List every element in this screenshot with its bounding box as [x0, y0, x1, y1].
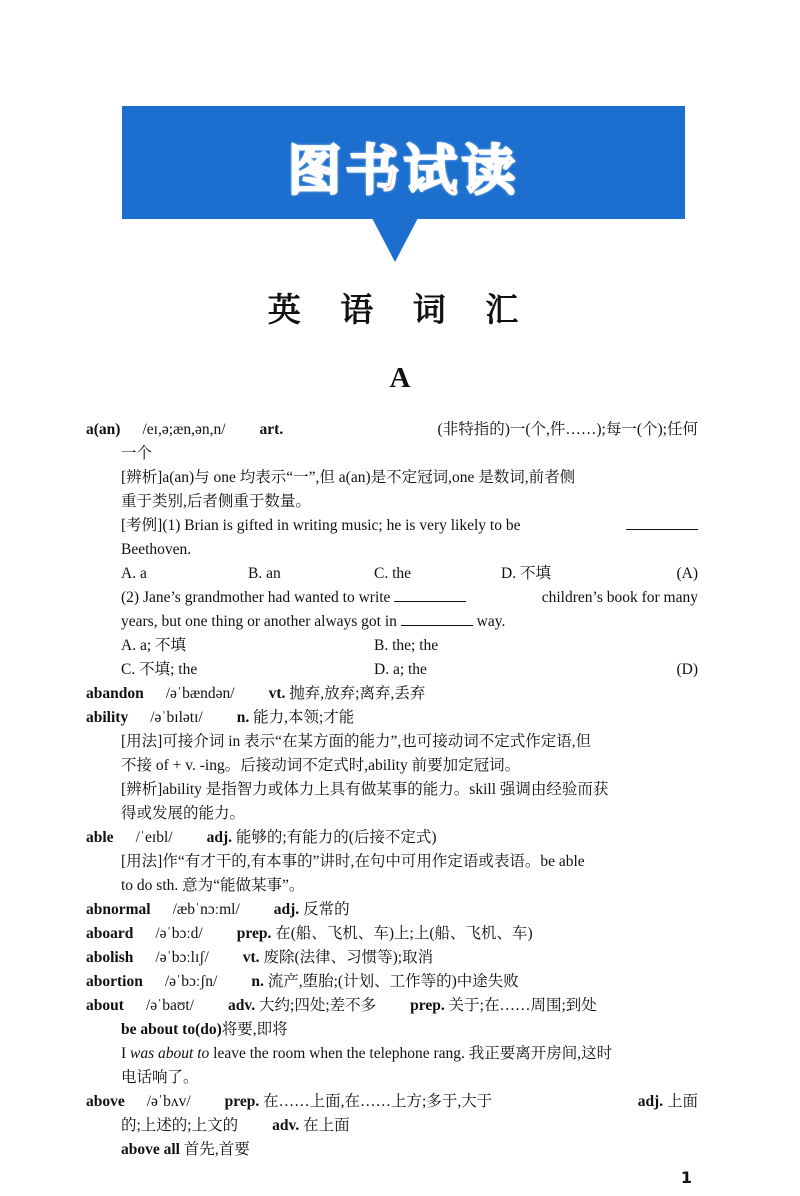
definition: 能够的;有能力的(后接不定式)	[235, 829, 437, 846]
entry-abolish	[86, 946, 698, 970]
answer-blank	[626, 514, 698, 530]
headword: abolish	[86, 949, 134, 966]
question-text: (2) Jane’s grandmother had wanted to write	[121, 589, 391, 606]
banner-pointer	[372, 218, 418, 262]
note-cont: 得或发展的能力。	[121, 805, 246, 822]
entry-abortion	[86, 970, 698, 994]
answer-key: (D)	[676, 661, 698, 678]
definition: 在(船、飞机、车)上;上(船、飞机、车)	[275, 925, 533, 942]
example-text: I	[121, 1045, 131, 1062]
note-text: 可接介词 in 表示“在某方面的能力”,也可接动词不定式作定语,但	[162, 733, 592, 750]
pronunciation: /əˈbaʊt/	[145, 997, 195, 1014]
phrase-definition: 将要,即将	[221, 1021, 288, 1038]
note-tag: [用法]	[121, 853, 163, 870]
example-highlight: was about to	[130, 1045, 210, 1062]
definition: 关于;在……周围;到处	[448, 997, 597, 1014]
note-tag: [辨析]	[121, 469, 163, 486]
pronunciation: /eɪ,ə;æn,ən,n/	[142, 421, 226, 438]
entry-about	[86, 994, 698, 1018]
definition-cont	[86, 1114, 698, 1138]
pronunciation: /əˈbɪlətɪ/	[150, 709, 203, 726]
part-of-speech: prep.	[224, 1093, 260, 1110]
note-tag: [考例]	[121, 517, 163, 534]
entry-a-an	[86, 418, 698, 442]
header-banner	[122, 106, 685, 219]
dictionary-content	[86, 418, 698, 1162]
bianxi-note	[86, 466, 698, 490]
entry-aboard	[86, 922, 698, 946]
definition: (非特指的)一(个,件……);每一(个);任何	[437, 421, 698, 438]
note-cont: 重于类别,后者侧重于数量。	[121, 493, 311, 510]
answer-key: (A)	[676, 565, 698, 582]
definition: 流产,堕胎;(计划、工作等的)中途失败	[267, 973, 519, 990]
part-of-speech: prep.	[236, 925, 272, 942]
entry-able	[86, 826, 698, 850]
headword: a(an)	[86, 421, 121, 438]
entry-abandon	[86, 682, 698, 706]
phrase-text: be about to(do)	[121, 1021, 222, 1038]
q2-options-row2	[86, 658, 698, 682]
question-cont: Beethoven.	[121, 541, 192, 558]
example-cont: 电话响了。	[121, 1069, 199, 1086]
yongfa-note	[86, 850, 698, 874]
option-a: A. a	[121, 565, 147, 582]
option-b: B. the; the	[374, 637, 439, 654]
example-text: leave the room when the telephone rang. 我正要离开房间,这时	[209, 1045, 613, 1062]
section-title: 英 语 词 汇	[267, 290, 533, 329]
pronunciation: /əˈbʌv/	[146, 1093, 191, 1110]
definition: 废除(法律、习惯等);取消	[263, 949, 434, 966]
definition: 抛弃,放弃;离弃,丢弃	[289, 685, 426, 702]
definition-cont: 一个	[121, 445, 153, 462]
pronunciation: /ˈeɪbl/	[135, 829, 173, 846]
headword: abortion	[86, 973, 143, 990]
headword: ability	[86, 709, 129, 726]
option-c: C. 不填; the	[121, 661, 198, 678]
part-of-speech: vt.	[242, 949, 260, 966]
note-text: a(an)与 one 均表示“一”,但 a(an)是不定冠词,one 是数词,前者侧	[162, 469, 576, 486]
part-of-speech: adj.	[206, 829, 233, 846]
note-text: ability 是指智力或体力上具有做某事的能力。skill 强调由经验而获	[162, 781, 609, 798]
phrase-definition: 首先,首要	[183, 1141, 250, 1158]
headword: abnormal	[86, 901, 151, 918]
headword: about	[86, 997, 124, 1014]
option-b: B. an	[248, 565, 281, 582]
part-of-speech: prep.	[410, 997, 445, 1014]
bianxi-note	[86, 778, 698, 802]
kaoli-q1	[86, 514, 698, 538]
part-of-speech: adj.	[637, 1093, 664, 1110]
note-text: 作“有才干的,有本事的”讲时,在句中可用作定语或表语。be able	[162, 853, 585, 870]
page-number: 1	[680, 1168, 692, 1187]
phrase	[86, 1018, 698, 1042]
pronunciation: /əˈbɔːlɪʃ/	[155, 949, 209, 966]
kaoli-q2	[86, 586, 698, 610]
entry-abnormal	[86, 898, 698, 922]
definition: 能力,本领;才能	[253, 709, 355, 726]
part-of-speech: n.	[236, 709, 250, 726]
answer-blank	[401, 610, 473, 626]
part-of-speech: adv.	[272, 1117, 300, 1134]
option-d: D. a; the	[374, 661, 427, 678]
definition: 在……上面,在……上方;多于,大于	[263, 1093, 493, 1110]
definition: 在上面	[303, 1117, 350, 1134]
headword: able	[86, 829, 114, 846]
entry-above	[86, 1090, 698, 1114]
definition: 反常的	[303, 901, 350, 918]
part-of-speech: adv.	[228, 997, 256, 1014]
note-cont: 不接 of + v. -ing。后接动词不定式时,ability 前要加定冠词。	[121, 757, 521, 774]
question-cont	[86, 610, 698, 634]
phrase	[86, 1138, 698, 1162]
yongfa-note	[86, 730, 698, 754]
option-d: D. 不填	[501, 565, 551, 582]
question-text: (1) Brian is gifted in writing music; he is very likely to be	[162, 517, 521, 534]
definition: 大约;四处;差不多	[259, 997, 377, 1014]
banner-title: 图书试读	[287, 139, 520, 202]
note-tag: [用法]	[121, 733, 163, 750]
part-of-speech: vt.	[268, 685, 286, 702]
pronunciation: /əˈbɔːʃn/	[164, 973, 218, 990]
phrase-text: above all	[121, 1141, 180, 1158]
option-a: A. a; 不填	[121, 637, 187, 654]
part-of-speech: art.	[259, 421, 284, 438]
example-sentence	[86, 1042, 698, 1066]
q2-options-row1	[86, 634, 698, 658]
question-text: children’s book for many	[541, 589, 698, 606]
part-of-speech: adj.	[273, 901, 300, 918]
option-c: C. the	[374, 565, 412, 582]
question-text: years, but one thing or another always got in	[121, 613, 397, 630]
part-of-speech: n.	[251, 973, 264, 990]
headword: above	[86, 1093, 125, 1110]
q1-options	[86, 562, 698, 586]
entry-ability	[86, 706, 698, 730]
pronunciation: /æbˈnɔːml/	[172, 901, 240, 918]
question-text: way.	[476, 613, 506, 630]
answer-blank	[394, 586, 466, 602]
definition: 的;上述的;上文的	[121, 1117, 239, 1134]
note-tag: [辨析]	[121, 781, 163, 798]
headword: aboard	[86, 925, 134, 942]
definition: 上面	[666, 1093, 698, 1110]
letter-heading: A	[389, 362, 411, 394]
headword: abandon	[86, 685, 144, 702]
pronunciation: /əˈbɔːd/	[155, 925, 203, 942]
note-cont: to do sth. 意为“能做某事”。	[121, 877, 305, 894]
pronunciation: /əˈbændən/	[165, 685, 235, 702]
